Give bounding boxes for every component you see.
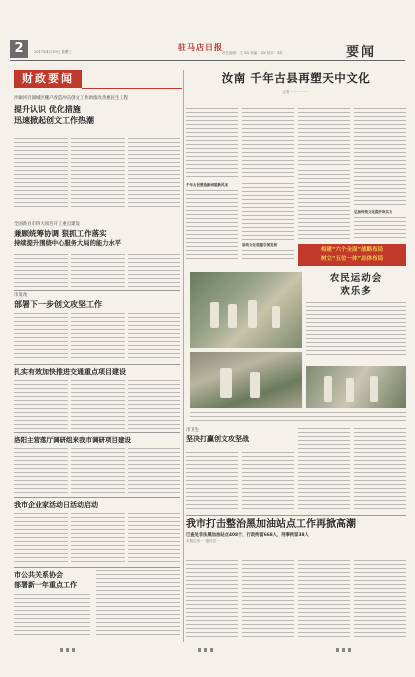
- divider: [14, 497, 180, 498]
- date-line: 2017年4月19日 星期三: [34, 50, 72, 54]
- bottom-story-title: 我市打击整治黑加油站点工作再掀高潮: [186, 519, 356, 530]
- article-1-body: [71, 138, 125, 208]
- divider: [14, 364, 180, 365]
- main-story-body: [186, 108, 238, 180]
- footer-ornament: [60, 648, 78, 652]
- bottom-story-body: [354, 560, 406, 640]
- article-4-body: [71, 380, 125, 430]
- mid-story-body: [242, 452, 294, 512]
- article-7-body-extra: [96, 570, 180, 638]
- article-7: [14, 570, 92, 640]
- article-5: [14, 435, 180, 495]
- article-2-body: [71, 254, 125, 288]
- slogan-line-1: 构建“六个全面”战略布局: [320, 247, 384, 253]
- sports-story: [306, 272, 406, 362]
- footer-ornament: [198, 648, 216, 652]
- article-4-body: [14, 380, 68, 430]
- main-story-body: [298, 108, 350, 168]
- article-5-title: 洛阳主营落厅调研组来我市调研项目建设: [14, 436, 131, 444]
- article-2: [14, 222, 180, 288]
- main-story-title: 汝南 千年古县再塑天中文化: [221, 71, 371, 85]
- runner-figure: [248, 300, 257, 328]
- article-7-title1: 市公共关系协会: [14, 571, 63, 579]
- sports-photo-2: [190, 352, 302, 408]
- article-5-body: [14, 448, 68, 494]
- section-title: 要闻: [346, 45, 377, 60]
- mid-story-title: 坚决打赢创文攻坚战: [186, 435, 249, 443]
- tug-figure: [324, 376, 332, 402]
- article-4-title: 扎实有效加快推进交通重点项目建设: [14, 368, 126, 376]
- sports-photo-3: [306, 366, 406, 408]
- crowd-figure: [250, 372, 260, 398]
- article-7-body: [14, 594, 90, 638]
- photo-caption: [190, 412, 406, 422]
- footer-ornament: [336, 648, 354, 652]
- article-6: [14, 500, 180, 566]
- paper-name: 驻马店日报: [178, 43, 223, 52]
- article-1-title2: 迅速掀起创文工作热潮: [14, 116, 94, 125]
- article-1-body: [128, 138, 180, 208]
- article-1-kicker: 沙颍河百湖城区棚户改造冲击创文工作助推改善惠民生工程: [14, 96, 129, 101]
- tug-figure: [370, 376, 378, 402]
- article-6-body: [71, 513, 125, 565]
- article-3: [14, 293, 180, 363]
- article-2-body: [14, 254, 68, 288]
- article-1-body: [14, 138, 68, 208]
- article-7-title2: 部署新一年重点工作: [14, 581, 77, 589]
- left-banner-text: 财政要闻: [22, 72, 74, 85]
- slogan-line-2: 树立“五位一体”总体布局: [320, 256, 384, 262]
- mid-story-body: [354, 428, 406, 512]
- bottom-story-body: [186, 560, 238, 640]
- article-2-kicker: 全国新百市四大项目开工重点建设: [14, 222, 80, 227]
- runner-figure: [210, 302, 219, 328]
- main-story-body: [186, 190, 238, 260]
- main-story-subhead-2: 崇尚文化底蕴引领发展: [242, 243, 277, 247]
- article-3-body: [128, 313, 180, 361]
- column-divider: [183, 70, 184, 642]
- article-2-body: [128, 254, 180, 288]
- tug-figure: [346, 378, 354, 402]
- editor-line: 责任编辑：王 XX 美编：XX 校对：XX: [222, 51, 283, 55]
- divider: [14, 432, 180, 433]
- article-3-body: [71, 313, 125, 361]
- left-banner: [14, 70, 82, 88]
- article-3-body: [14, 313, 68, 361]
- left-banner-rule: [82, 88, 182, 89]
- article-6-body: [128, 513, 180, 565]
- article-5-body: [128, 448, 180, 494]
- main-story-body: [298, 170, 350, 242]
- article-1-title1: 提升认识 优化措施: [14, 105, 81, 114]
- main-story-body: [242, 183, 294, 240]
- sports-body: [306, 302, 406, 358]
- slogan-box: [298, 244, 406, 266]
- main-story-body: [354, 217, 406, 239]
- divider: [14, 290, 180, 291]
- page-header: [0, 40, 415, 68]
- article-6-title: 我市企业家活动日活动启动: [14, 501, 98, 509]
- mid-story-body: [298, 428, 350, 512]
- divider: [14, 567, 180, 568]
- article-2-title2: 持续提升围绕中心服务大局的能力水平: [14, 240, 122, 247]
- article-4-body: [128, 380, 180, 430]
- bottom-story-byline: 本报记者 ··· 通讯员 ···: [186, 539, 221, 543]
- header-rule: [10, 60, 405, 61]
- divider: [186, 515, 406, 516]
- main-story-byline: 记者 ·················: [282, 90, 310, 94]
- bottom-story-subtitle: 已查处非法黑加油站点408个，行政拘留668人，刑事拘留38人: [186, 533, 309, 538]
- main-story-body: [354, 108, 406, 208]
- article-4: [14, 367, 180, 431]
- article-3-title: 部署下一步创文攻坚工作: [14, 300, 102, 309]
- sports-title-1: 农民运动会: [329, 273, 383, 284]
- runner-figure: [228, 304, 237, 328]
- main-story-body: [242, 108, 294, 180]
- mid-story-body: [186, 452, 238, 512]
- main-story-subhead-3: 弘扬传统文化提升软实力: [354, 210, 393, 214]
- article-1: [14, 96, 180, 216]
- mid-story-kicker: 市卫生: [186, 428, 200, 433]
- main-story-subhead-1: 千年古县塑造新面貌新风采: [186, 183, 228, 187]
- bottom-story: [186, 518, 406, 558]
- bottom-story-body: [242, 560, 294, 640]
- article-2-title1: 兼顾统筹协调 狠抓工作落实: [14, 229, 107, 238]
- crowd-figure: [220, 368, 232, 398]
- sports-title-2: 欢乐多: [340, 286, 372, 297]
- article-3-kicker: 市发改: [14, 293, 28, 298]
- mid-story: [186, 428, 286, 452]
- article-6-body: [14, 513, 68, 565]
- runner-figure: [272, 306, 280, 328]
- main-story-body: [242, 250, 294, 262]
- article-5-body: [71, 448, 125, 494]
- sports-photo-1: [190, 272, 302, 348]
- bottom-story-body: [298, 560, 350, 640]
- page-number: 2: [10, 40, 28, 58]
